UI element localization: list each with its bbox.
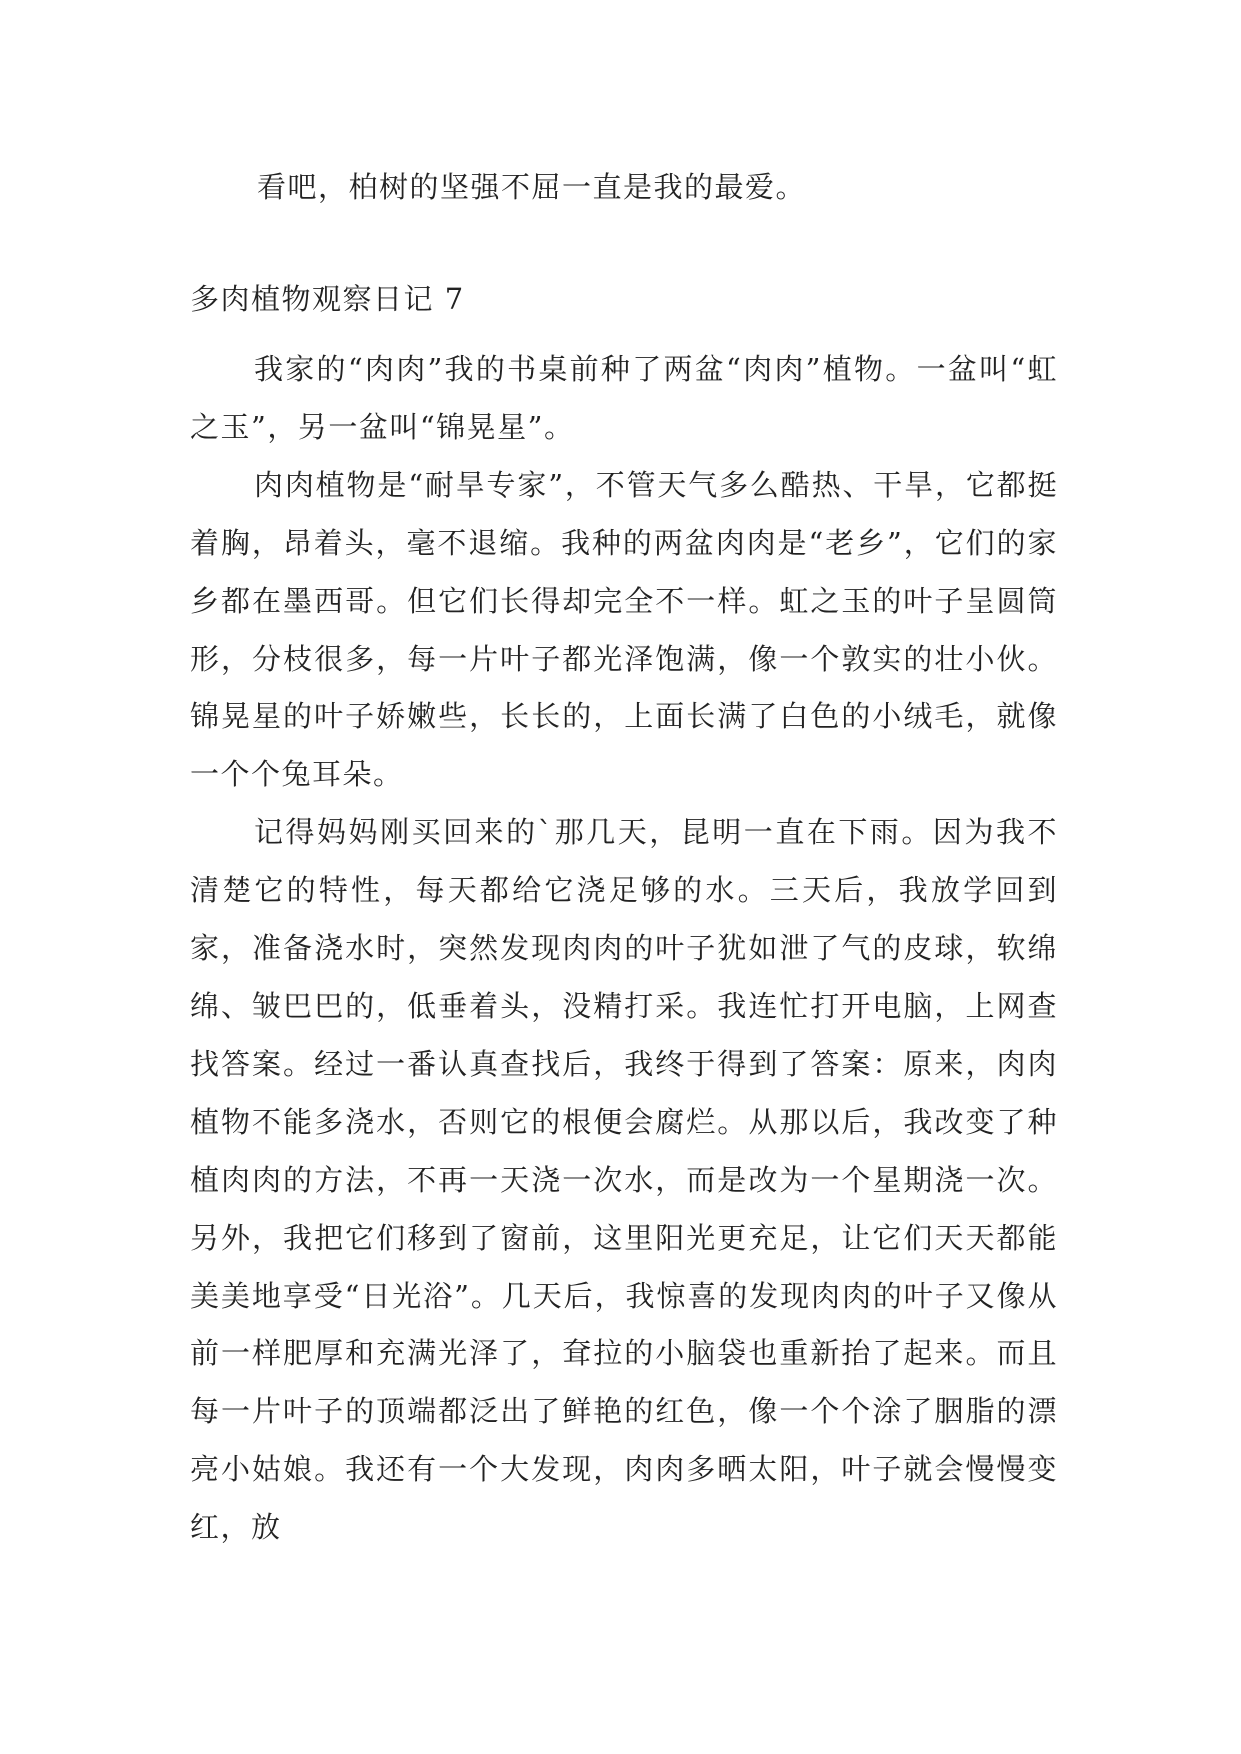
previous-essay-closing-line: 看吧，柏树的坚强不屈一直是我的最爱。 bbox=[257, 170, 807, 204]
paragraph-intro: 我家的“肉肉”我的书桌前种了两盆“肉肉”植物。一盆叫“虹之玉”，另一盆叫“锦晃星”。 bbox=[190, 352, 1058, 444]
diary-body bbox=[190, 341, 1058, 1557]
paragraph-description: 肉肉植物是“耐旱专家”，不管天气多么酷热、干旱，它都挺着胸，昂着头，毫不退缩。我种的两盆肉肉是“老乡”，它们的家乡都在墨西哥。但它们长得却完全不一样。虹之玉的叶子呈圆筒形，分枝很多，每一片叶子都光泽饱满，像一个敦实的壮小伙。锦晃星的叶子娇嫩些，长长的，上面长满了白色的小绒毛，就像一个个兔耳朵。 bbox=[190, 467, 1058, 792]
diary-title: 多肉植物观察日记 7 bbox=[190, 282, 465, 316]
paragraph-care-story: 记得妈妈刚买回来的`那几天，昆明一直在下雨。因为我不清楚它的特性，每天都给它浇足够的水。三天后，我放学回到家，准备浇水时，突然发现肉肉的叶子犹如泄了气的皮球，软绵绵、皱巴巴的，低垂着头，没精打采。我连忙打开电脑，上网查找答案。经过一番认真查找后，我终于得到了答案：原来，肉肉植物不能多浇水，否则它的根便会腐烂。从那以后，我改变了种植肉肉的方法，不再一天浇一次水，而是改为一个星期浇一次。另外，我把它们移到了窗前，这里阳光更充足，让它们天天都能美美地享受“日光浴”。几天后，我惊喜的发现肉肉的叶子又像从前一样肥厚和充满光泽了，耷拉的小脑袋也重新抬了起来。而且每一片叶子的顶端都泛出了鲜艳的红色，像一个个涂了胭脂的漂亮小姑娘。我还有一个大发现，肉肉多晒太阳，叶子就会慢慢变红，放 bbox=[190, 815, 1058, 1545]
